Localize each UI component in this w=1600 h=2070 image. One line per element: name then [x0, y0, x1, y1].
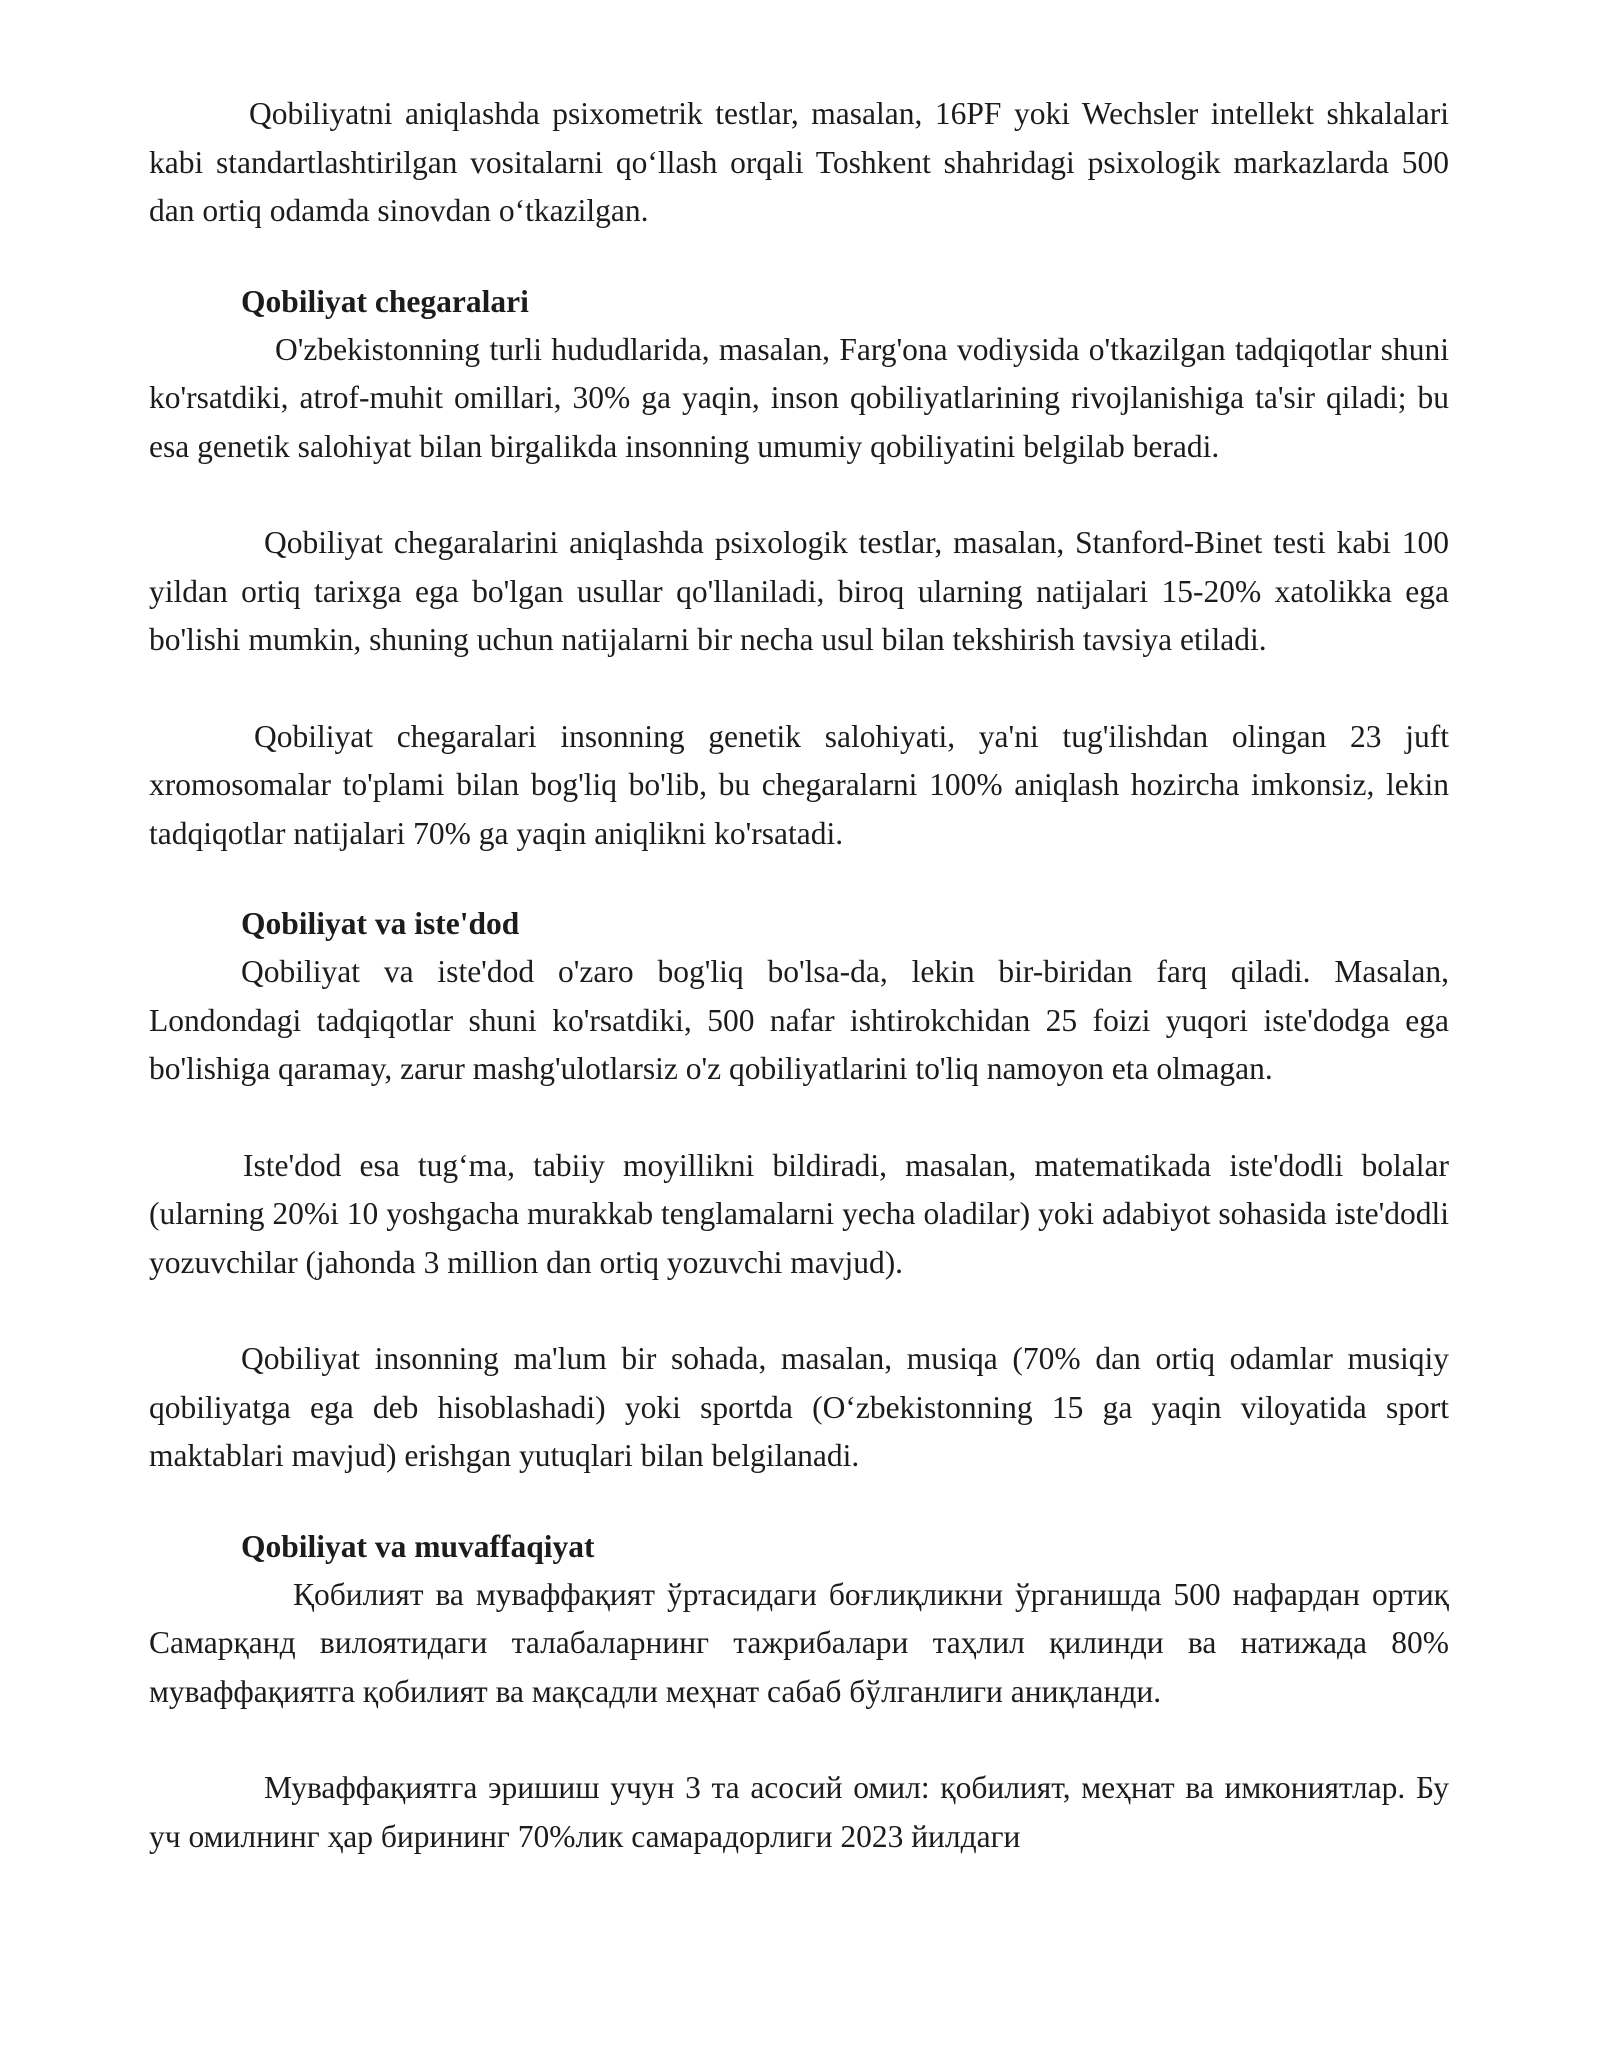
paragraph-genetic-potential: Qobiliyat chegaralari insonning genetik salohiyati, ya'ni tug'ilishdan olingan 23 juft xromosomalar to'plami bilan bog'liq bo'lib, bu chegaralarni 100% aniqlash hozircha imkonsiz, lekin tadqiqotlar natijalari 70% ga yaqin aniqlikni ko'rsatadi. [149, 718, 1449, 851]
paragraph-three-factors: Муваффақиятга эришиш учун 3 та асосий омил: қобилият, меҳнат ва имкониятлар. Бу уч омилнинг ҳар бирининг 70%лик самарадорлиги 2023 йилдаги [149, 1770, 1449, 1854]
paragraph-stanford-binet: Qobiliyat chegaralarini aniqlashda psixologik testlar, masalan, Stanford-Binet testi kabi 100 yildan ortiq tarixga ega bo'lgan usullar qo'llaniladi, biroq ularning natijalari 15-20% xatolikka ega bo'lishi mumkin, shuning uchun natijalarni bir necha usul bilan tekshirish tavsiya etiladi. [149, 525, 1449, 657]
heading-ability-limits: Qobiliyat chegaralari [241, 283, 529, 319]
document-page [149, 90, 1449, 1861]
paragraph-innate-talent: Iste'dod esa tug‘ma, tabiiy moyillikni bildiradi, masalan, matematikada iste'dodli bolalar (ularning 20%i 10 yoshgacha murakkab tenglamalarni yecha oladilar) yoki adabiyot sohasida iste'dodli yozuvchilar (jahonda 3 million dan ortiq yozuvchi mavjud). [149, 1147, 1449, 1280]
paragraph-samarkand-students: Қобилият ва муваффақият ўртасидаги боғлиқликни ўрганишда 500 нафардан ортиқ Самарқанд вилоятидаги талабаларнинг тажрибалари таҳлил қилинди ва натижада 80% муваффақиятга қобилият ва мақсадли меҳнат сабаб бўлганлиги аниқланди. [149, 1576, 1449, 1709]
paragraph-fergana-research: O'zbekistonning turli hududlarida, masalan, Farg'ona vodiysida o'tkazilgan tadqiqotlar shuni ko'rsatdiki, atrof-muhit omillari, 30% ga yaqin, inson qobiliyatlarining rivojlanishiga ta'sir qiladi; bu esa genetik salohiyat bilan birgalikda insonning umumiy qobiliyatini belgilab beradi. [149, 331, 1449, 464]
heading-ability-and-talent: Qobiliyat va iste'dod [241, 906, 520, 941]
paragraph-music-sport: Qobiliyat insonning ma'lum bir sohada, masalan, musiqa (70% dan ortiq odamlar musiqiy qobiliyatga ega deb hisoblashadi) yoki sportda (O‘zbekistonning 15 ga yaqin viloyatida sport maktablari mavjud) erishgan yutuqlari bilan belgilanadi. [149, 1341, 1449, 1473]
paragraph-london-research: Qobiliyat va iste'dod o'zaro bog'liq bo'lsa-da, lekin bir-biridan farq qiladi. Masalan, Londondagi tadqiqotlar shuni ko'rsatdiki, 500 nafar ishtirokchidan 25 foizi yuqori iste'dodga ega bo'lishiga qaramay, zarur mashg'ulotlarsiz o'z qobiliyatlarini to'liq namoyon eta olmagan. [149, 954, 1449, 1086]
heading-ability-and-success: Qobiliyat va muvaffaqiyat [241, 1528, 595, 1564]
paragraph-psychometric-tests: Qobiliyatni aniqlashda psixometrik testlar, masalan, 16PF yoki Wechsler intellekt shkalalari kabi standartlashtirilgan vositalarni qo‘llash orqali Toshkent shahridagi psixologik markazlarda 500 dan ortiq odamda sinovdan o‘tkazilgan. [149, 96, 1449, 228]
